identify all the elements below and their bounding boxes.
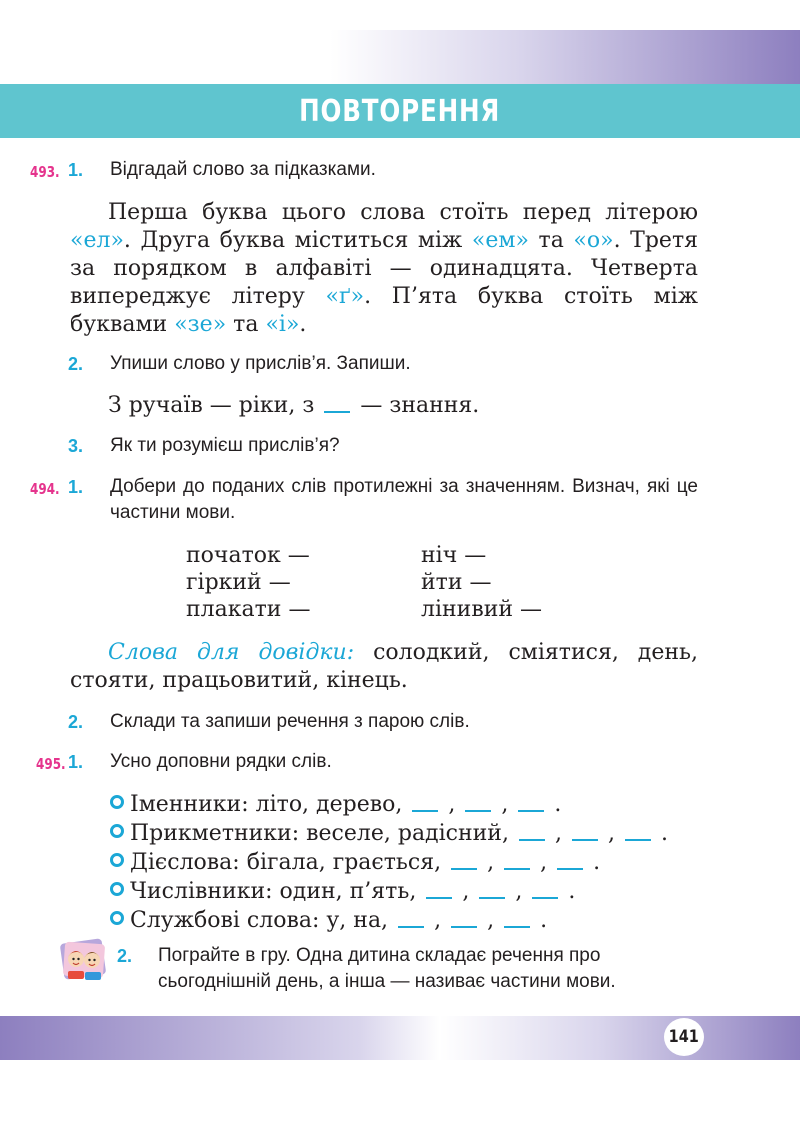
antonym-word: лінивий — [421, 597, 543, 622]
fill-blank [479, 877, 505, 899]
antonym-word: початок — [186, 543, 310, 568]
list-item: Дієслова: бігала, грається, , , . [110, 848, 668, 877]
task-number: 3. [68, 436, 84, 456]
bullet-icon [110, 795, 124, 809]
task-number: 2. [68, 712, 84, 732]
bullet-icon [110, 911, 124, 925]
task-instruction: Добери до поданих слів протилежні за значенням. Визнач, які це частини мови. [110, 476, 698, 523]
exercise-number-494: 494. [30, 480, 60, 498]
reference-words: Слова для довідки: солодкий, сміятися, день, стояти, працьовитий, кінець. [70, 640, 698, 693]
fill-blank [625, 819, 651, 841]
antonym-word: ніч — [421, 543, 487, 568]
page-number: 141 [664, 1018, 704, 1056]
reference-label: Слова для довідки: [108, 640, 355, 665]
word-rows-list [110, 790, 668, 935]
task-instruction: Упиши слово у прислів’я. Запиши. [110, 353, 411, 374]
children-game-icon [58, 935, 110, 983]
antonym-word: йти — [421, 570, 492, 595]
exercise-number-493: 493. [30, 163, 60, 181]
fill-blank [451, 906, 477, 928]
fill-blank [398, 906, 424, 928]
task-instruction: Усно доповни рядки слів. [110, 751, 332, 772]
task-number: 2. [117, 946, 133, 966]
task-number: 1. [68, 160, 84, 180]
fill-blank [557, 848, 583, 870]
header-gradient-decoration [330, 30, 800, 85]
antonym-word: гіркий — [186, 570, 291, 595]
fill-blank [451, 848, 477, 870]
proverb-line: З ручаїв — ріки, з — знання. [108, 393, 480, 418]
task-instruction: Пограйте в гру. Одна дитина складає речення про сьогоднішній день, а інша — називає частини мови. [158, 945, 616, 992]
fill-blank [519, 819, 545, 841]
task-instruction: Як ти розумієш прислів’я? [110, 435, 340, 456]
title-band [0, 84, 800, 138]
fill-blank [426, 877, 452, 899]
word-column-right [421, 542, 542, 623]
task-number: 1. [68, 752, 84, 772]
list-item: Іменники: літо, дерево, , , . [110, 790, 668, 819]
riddle-paragraph: Перша буква цього слова стоїть перед літерою «ел». Друга буква міститься між «ем» та «о». Третя за порядком в алфавіті — одинадцята. Четверта випереджує літеру «ґ». П’ята буква стоїть між буквами «зе» та «і». [70, 200, 698, 337]
word-column-left [186, 542, 310, 623]
antonym-word: плакати — [186, 597, 311, 622]
fill-blank [504, 848, 530, 870]
bullet-icon [110, 853, 124, 867]
page-title: ПОВТОРЕННЯ [299, 93, 501, 129]
task-number: 1. [68, 477, 84, 497]
fill-blank [412, 790, 438, 812]
fill-blank [324, 391, 350, 413]
bullet-icon [110, 824, 124, 838]
exercise-number-495: 495. [36, 755, 66, 773]
task-number: 2. [68, 354, 84, 374]
fill-blank [504, 906, 530, 928]
list-item: Прикметники: веселе, радісний, , , . [110, 819, 668, 848]
task-instruction: Відгадай слово за підказками. [110, 159, 376, 180]
list-item: Службові слова: у, на, , , . [110, 906, 668, 935]
bullet-icon [110, 882, 124, 896]
fill-blank [518, 790, 544, 812]
fill-blank [465, 790, 491, 812]
list-item: Числівники: один, п’ять, , , . [110, 877, 668, 906]
task-instruction: Склади та запиши речення з парою слів. [110, 711, 470, 732]
fill-blank [572, 819, 598, 841]
fill-blank [532, 877, 558, 899]
